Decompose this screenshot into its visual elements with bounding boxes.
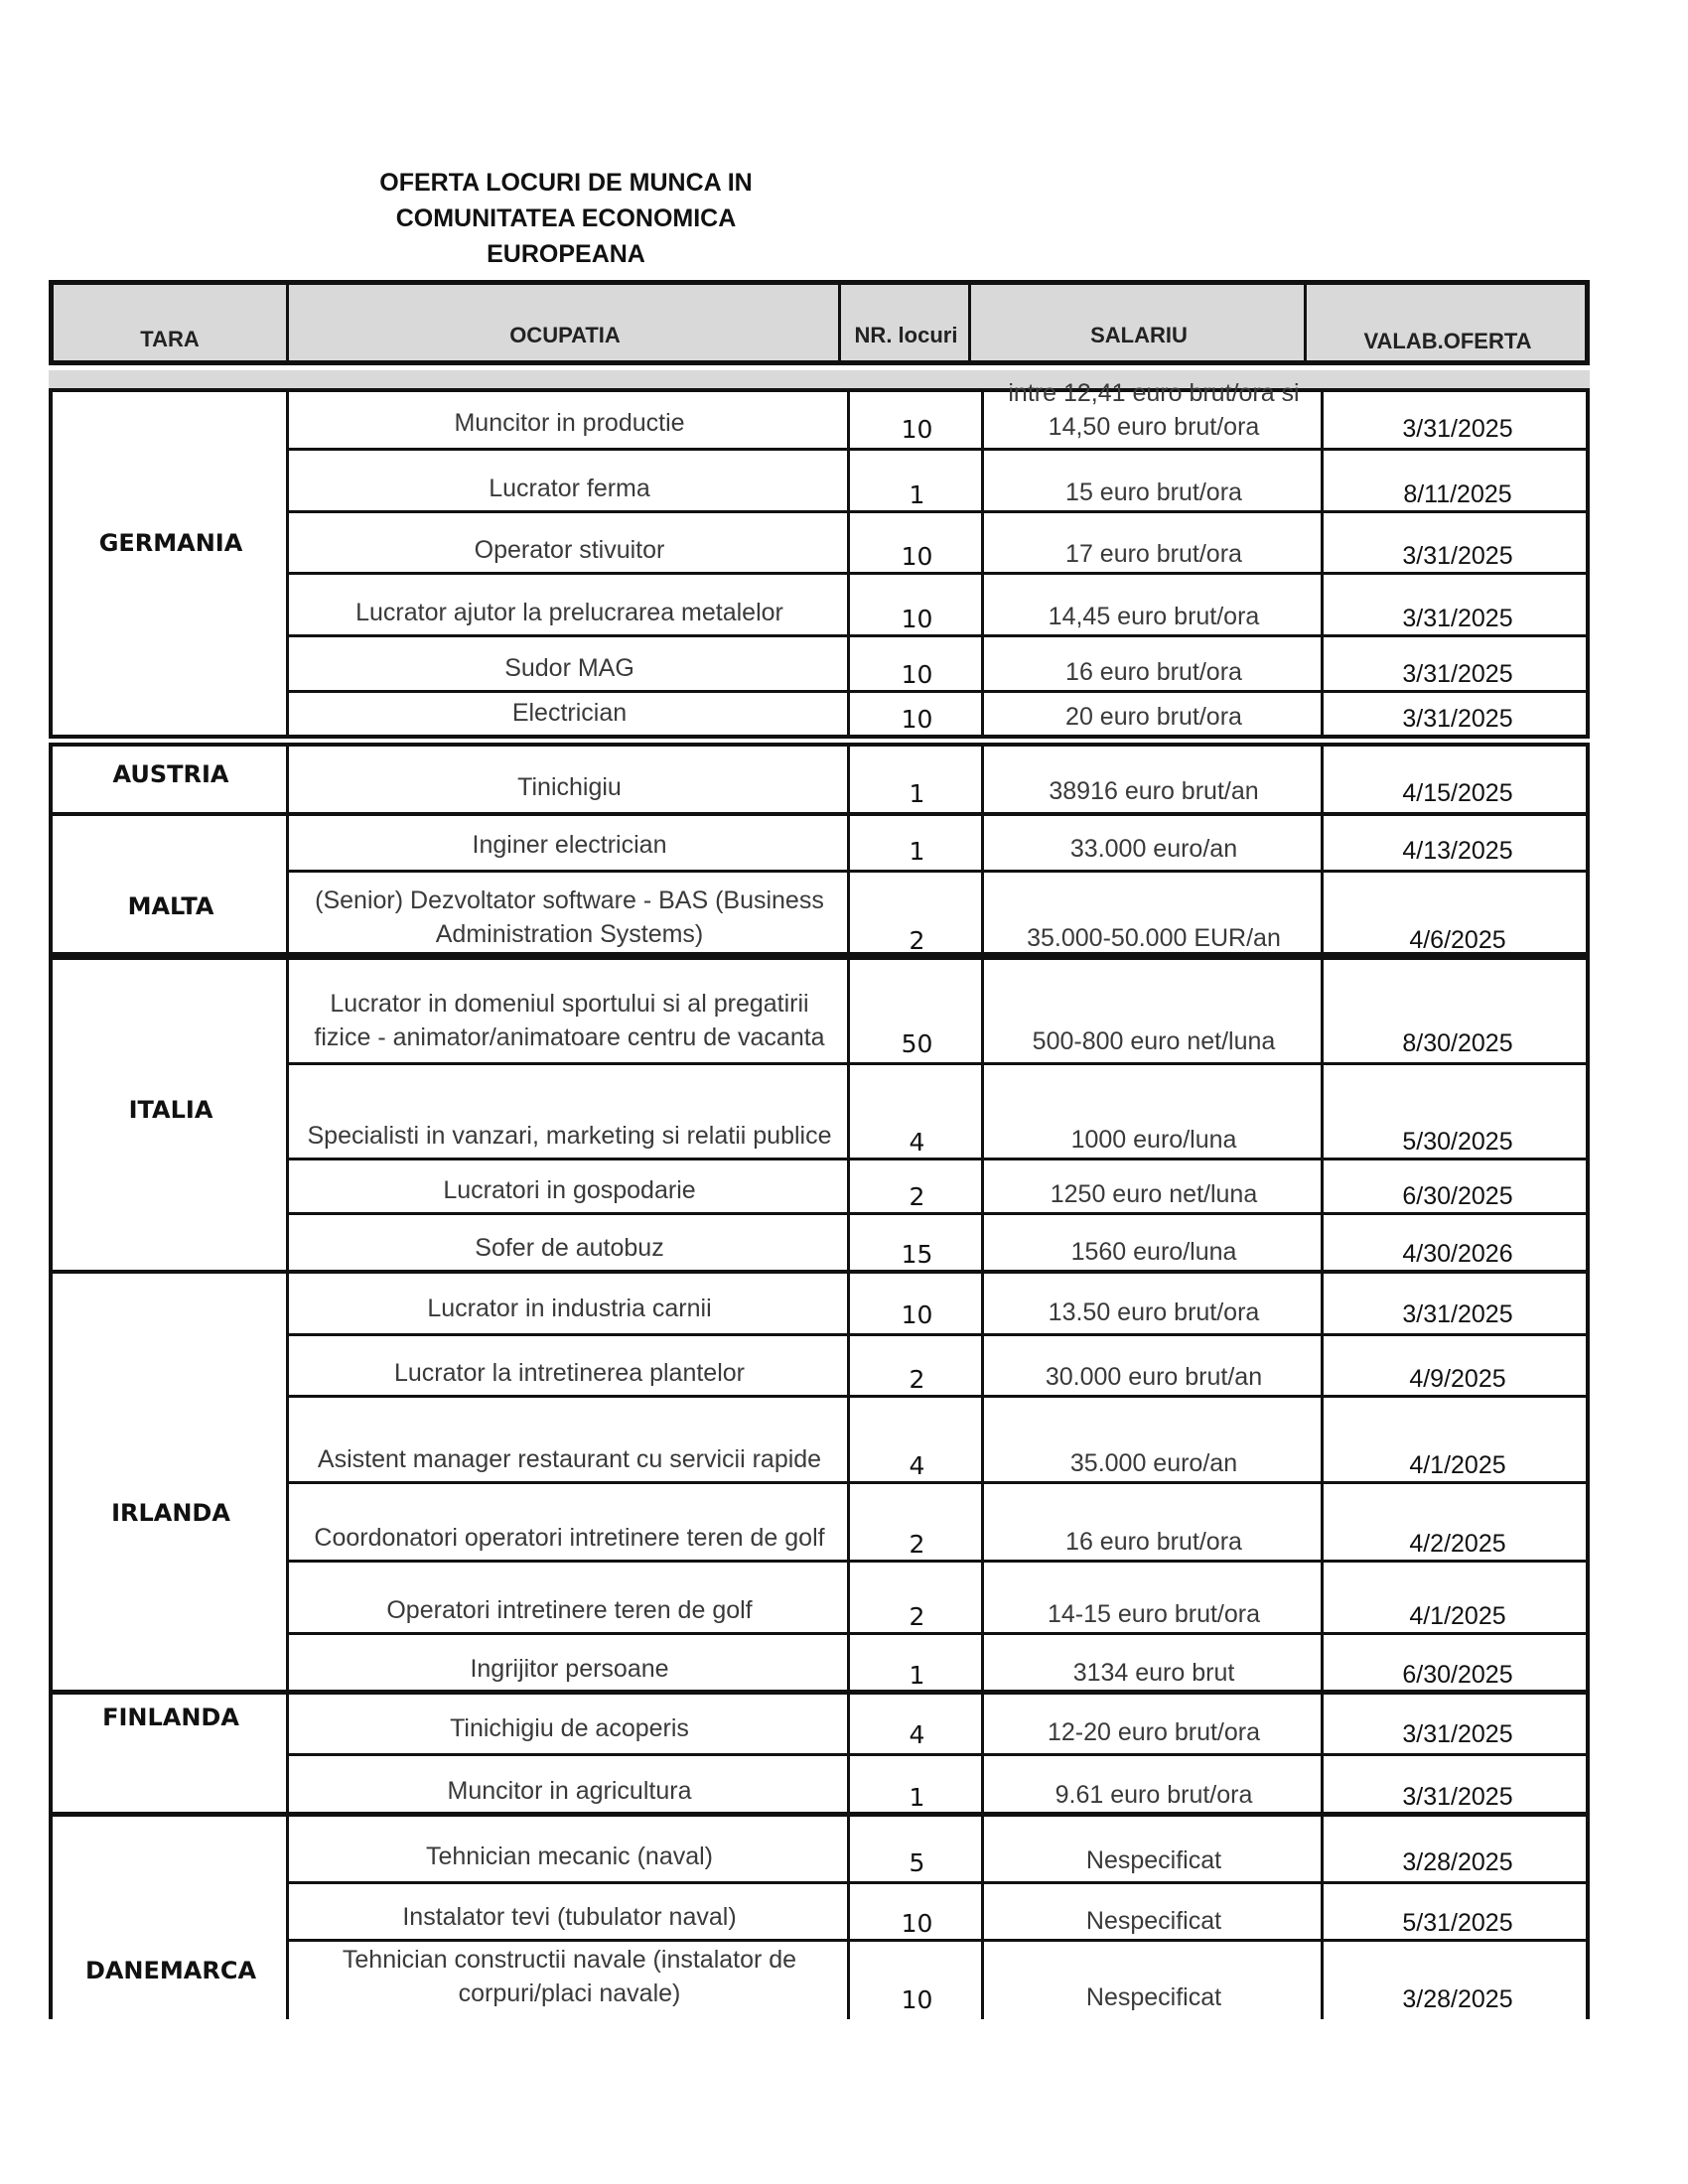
table-row: [289, 1632, 1586, 1694]
occupation-cell: [289, 693, 850, 738]
table-row: [289, 1881, 1586, 1942]
occupation-cell: [289, 873, 850, 959]
occupation-cell: [289, 637, 850, 693]
salary-text: 12-20 euro brut/ora: [1047, 1718, 1261, 1746]
validity-text: 3/28/2025: [1402, 1985, 1513, 2013]
header-occupation: [286, 285, 841, 360]
positions-cell: [850, 575, 984, 637]
positions-cell: [850, 1065, 984, 1160]
country-label: IRLANDA: [111, 1499, 230, 1527]
salary-cell: [984, 747, 1324, 812]
occupation-cell: [289, 1215, 850, 1273]
salary-cell: [984, 379, 1324, 448]
salary-cell: [984, 873, 1324, 959]
table-row: [289, 1333, 1586, 1398]
occupation-cell: [289, 1942, 850, 2018]
occupation-text: (Senior) Dezvoltator software - BAS (Business Administration Systems): [315, 887, 824, 948]
salary-text: 13.50 euro brut/ora: [1048, 1298, 1260, 1326]
salary-cell: [984, 816, 1324, 870]
positions-cell: [850, 747, 984, 812]
occupation-text: Muncitor in agricultura: [447, 1777, 692, 1805]
table-row: [289, 1753, 1586, 1816]
positions-text: 4: [909, 1451, 925, 1480]
salary-cell: [984, 637, 1324, 693]
occupation-cell: [289, 1694, 850, 1753]
occupation-text: Muncitor in productie: [454, 409, 685, 437]
salary-cell: [984, 1942, 1324, 2018]
positions-text: 10: [901, 660, 933, 689]
validity-cell: [1324, 956, 1592, 1062]
occupation-cell: [289, 956, 850, 1062]
positions-text: 10: [901, 542, 933, 571]
validity-cell: [1324, 873, 1592, 959]
positions-text: 15: [901, 1240, 933, 1269]
validity-text: 4/30/2026: [1402, 1240, 1513, 1268]
occupation-cell: [289, 1065, 850, 1160]
salary-text: 20 euro brut/ora: [1065, 703, 1242, 731]
validity-text: 3/31/2025: [1402, 415, 1513, 443]
occupation-cell: [289, 1756, 850, 1816]
table-row: [289, 510, 1586, 575]
table-row: [289, 572, 1586, 637]
positions-cell: [850, 1694, 984, 1753]
salary-cell: [984, 1274, 1324, 1333]
country-label: MALTA: [127, 892, 214, 920]
positions-cell: [850, 693, 984, 738]
validity-cell: [1324, 1756, 1592, 1816]
salary-text: Nespecificat: [1085, 1846, 1222, 1874]
country-group-finlanda: [49, 1690, 1590, 1817]
header-salary: [968, 285, 1307, 360]
salary-text: 1250 euro net/luna: [1050, 1180, 1258, 1208]
validity-cell: [1324, 1274, 1592, 1333]
table-row: [289, 747, 1586, 812]
salary-cell: [984, 1215, 1324, 1273]
positions-text: 50: [901, 1029, 933, 1058]
positions-cell: [850, 1398, 984, 1484]
salary-cell: [984, 1756, 1324, 1816]
salary-text: 15 euro brut/ora: [1065, 478, 1242, 506]
validity-text: 3/31/2025: [1402, 1720, 1513, 1748]
country-group-germania: [49, 379, 1590, 739]
salary-text: 500-800 euro net/luna: [1032, 1027, 1276, 1055]
occupation-text: Lucrator ferma: [489, 475, 650, 502]
occupation-text: Operatori intretinere teren de golf: [386, 1596, 753, 1624]
occupation-text: Operator stivuitor: [474, 536, 665, 564]
salary-cell: [984, 513, 1324, 575]
occupation-text: Electrician: [511, 699, 628, 727]
occupation-text: Sudor MAG: [504, 654, 634, 682]
occupation-cell: [289, 451, 850, 513]
positions-text: 2: [909, 1182, 925, 1211]
table-row: [289, 816, 1586, 870]
table-row: [289, 1212, 1586, 1273]
positions-text: 1: [909, 779, 925, 808]
salary-text: 16 euro brut/ora: [1065, 1528, 1242, 1556]
validity-cell: [1324, 1065, 1592, 1160]
validity-cell: [1324, 1160, 1592, 1215]
validity-cell: [1324, 1942, 1592, 2018]
occupation-cell: [289, 513, 850, 575]
occupation-cell: [289, 1398, 850, 1484]
occupation-text: Asistent manager restaurant cu servicii rapide: [317, 1445, 822, 1473]
salary-cell: [984, 693, 1324, 738]
country-group-danemarca: [49, 1812, 1590, 2019]
positions-cell: [850, 1274, 984, 1333]
salary-text: 14,45 euro brut/ora: [1048, 603, 1260, 630]
validity-text: 8/30/2025: [1402, 1029, 1513, 1057]
validity-cell: [1324, 1694, 1592, 1753]
occupation-cell: [289, 1274, 850, 1333]
salary-cell: [984, 575, 1324, 637]
positions-text: 2: [909, 926, 925, 955]
table-row: [289, 1560, 1586, 1635]
positions-text: 10: [901, 415, 933, 444]
salary-cell: [984, 1160, 1324, 1215]
occupation-text: Coordonatori operatori intretinere teren de golf: [314, 1524, 825, 1552]
validity-text: 6/30/2025: [1402, 1182, 1513, 1210]
country-label: ITALIA: [128, 1096, 213, 1124]
table-row: [289, 690, 1586, 738]
validity-text: 4/6/2025: [1409, 926, 1506, 954]
table-row: [289, 379, 1586, 448]
salary-cell: [984, 1336, 1324, 1398]
positions-text: 1: [909, 1783, 925, 1812]
validity-cell: [1324, 1635, 1592, 1694]
header-validity-label: VALAB.OFERTA: [1363, 329, 1532, 353]
table-row: [289, 448, 1586, 513]
occupation-text: Lucrator ajutor la prelucrarea metalelor: [355, 599, 783, 626]
occupation-cell: [289, 575, 850, 637]
occupation-cell: [289, 1336, 850, 1398]
positions-cell: [850, 451, 984, 513]
positions-text: 10: [901, 1300, 933, 1329]
occupation-text: Tehnician mecanic (naval): [425, 1843, 714, 1870]
positions-text: 1: [909, 1661, 925, 1690]
salary-text: 30.000 euro brut/an: [1045, 1363, 1263, 1391]
positions-cell: [850, 1563, 984, 1635]
occupation-cell: [289, 1816, 850, 1881]
validity-text: 3/31/2025: [1402, 605, 1513, 632]
positions-cell: [850, 1215, 984, 1273]
table-row: [289, 870, 1586, 959]
positions-text: 2: [909, 1530, 925, 1559]
salary-text: 35.000-50.000 EUR/an: [1027, 924, 1281, 952]
validity-text: 3/31/2025: [1402, 542, 1513, 570]
positions-cell: [850, 513, 984, 575]
occupation-cell: [289, 392, 850, 448]
salary-cell: [984, 1635, 1324, 1694]
title-line: EUROPEANA: [487, 240, 645, 268]
validity-cell: [1324, 1336, 1592, 1398]
positions-cell: [850, 1756, 984, 1816]
occupation-text: Tehnician constructii navale (instalator de corpuri/placi navale): [342, 1946, 797, 2007]
validity-cell: [1324, 392, 1592, 448]
positions-text: 2: [909, 1365, 925, 1394]
validity-cell: [1324, 1563, 1592, 1635]
validity-text: 4/9/2025: [1409, 1365, 1506, 1393]
positions-cell: [850, 392, 984, 448]
validity-cell: [1324, 1816, 1592, 1881]
positions-text: 4: [909, 1720, 925, 1749]
positions-cell: [850, 1635, 984, 1694]
country-group-irlanda: [49, 1270, 1590, 1695]
salary-cell: [984, 1398, 1324, 1484]
validity-text: 5/31/2025: [1402, 1909, 1513, 1937]
positions-cell: [850, 637, 984, 693]
table-row: [289, 1158, 1586, 1215]
validity-cell: [1324, 575, 1592, 637]
table-row: [289, 1062, 1586, 1160]
table-row: [289, 1274, 1586, 1333]
occupation-text: Inginer electrician: [472, 831, 667, 859]
salary-text: Nespecificat: [1085, 1907, 1222, 1935]
positions-text: 10: [901, 1985, 933, 2014]
positions-cell: [850, 956, 984, 1062]
positions-text: 10: [901, 605, 933, 633]
header-salary-label: SALARIU: [1090, 323, 1188, 347]
country-group-italia: [49, 952, 1590, 1274]
table-row: [289, 1694, 1586, 1753]
salary-text: intre 12,41 euro brut/ora si 14,50 euro brut/ora: [1008, 379, 1300, 441]
validity-text: 3/31/2025: [1402, 1783, 1513, 1811]
positions-cell: [850, 1336, 984, 1398]
positions-text: 10: [901, 705, 933, 734]
positions-cell: [850, 816, 984, 870]
table-row: [289, 1395, 1586, 1484]
positions-text: 10: [901, 1909, 933, 1938]
occupation-cell: [289, 1884, 850, 1942]
validity-cell: [1324, 451, 1592, 513]
positions-text: 2: [909, 1602, 925, 1631]
title-line: COMUNITATEA ECONOMICA: [395, 205, 737, 232]
validity-cell: [1324, 637, 1592, 693]
validity-text: 4/15/2025: [1402, 779, 1513, 807]
occupation-text: Instalator tevi (tubulator naval): [402, 1903, 737, 1931]
salary-text: 38916 euro brut/an: [1049, 777, 1259, 805]
salary-cell: [984, 1484, 1324, 1563]
country-label: FINLANDA: [102, 1704, 239, 1731]
table-row: [289, 634, 1586, 693]
header-positions-label: NR. locuri: [854, 323, 958, 347]
validity-cell: [1324, 816, 1592, 870]
validity-text: 3/31/2025: [1402, 705, 1513, 733]
occupation-cell: [289, 1635, 850, 1694]
header-country-label: TARA: [140, 327, 200, 351]
occupation-text: Sofer de autobuz: [475, 1234, 664, 1262]
header-country: [54, 285, 286, 360]
positions-cell: [850, 1884, 984, 1942]
header-occupation-label: OCUPATIA: [509, 323, 621, 347]
positions-cell: [850, 1942, 984, 2018]
occupation-text: Lucrator la intretinerea plantelor: [394, 1359, 745, 1387]
validity-text: 6/30/2025: [1402, 1661, 1513, 1689]
validity-text: 3/31/2025: [1402, 1300, 1513, 1328]
validity-text: 3/28/2025: [1402, 1848, 1513, 1876]
salary-cell: [984, 1816, 1324, 1881]
salary-text: 33.000 euro/an: [1069, 835, 1238, 863]
occupation-cell: [289, 1160, 850, 1215]
occupation-text: Lucrator in industria carnii: [427, 1295, 712, 1322]
title-line: OFERTA LOCURI DE MUNCA IN: [379, 169, 753, 197]
salary-cell: [984, 1563, 1324, 1635]
occupation-text: Lucratori in gospodarie: [443, 1176, 696, 1204]
header-validity: [1304, 285, 1589, 360]
salary-text: 1000 euro/luna: [1070, 1126, 1237, 1154]
positions-cell: [850, 1160, 984, 1215]
salary-text: 3134 euro brut: [1072, 1659, 1235, 1687]
occupation-text: Specialisti in vanzari, marketing si relatii publice: [307, 1122, 832, 1150]
country-label: DANEMARCA: [84, 1957, 257, 1984]
positions-text: 4: [909, 1128, 925, 1157]
validity-text: 4/1/2025: [1409, 1451, 1506, 1479]
salary-text: 17 euro brut/ora: [1065, 540, 1242, 568]
page-title: [298, 165, 834, 272]
table-row: [289, 1481, 1586, 1563]
validity-text: 3/31/2025: [1402, 660, 1513, 688]
positions-text: 1: [909, 837, 925, 866]
header-separator: [49, 370, 1590, 390]
positions-text: 5: [909, 1848, 925, 1877]
occupation-text: Lucrator in domeniul sportului si al pregatirii fizice - animator/animatoare centru de vacanta: [314, 990, 825, 1051]
validity-cell: [1324, 513, 1592, 575]
salary-text: 14-15 euro brut/ora: [1047, 1600, 1261, 1628]
salary-cell: [984, 1065, 1324, 1160]
country-group-malta: [49, 812, 1590, 960]
occupation-cell: [289, 1484, 850, 1563]
positions-cell: [850, 1484, 984, 1563]
validity-text: 4/1/2025: [1409, 1602, 1506, 1630]
table-row: [289, 956, 1586, 1062]
positions-cell: [850, 1816, 984, 1881]
salary-text: Nespecificat: [1085, 1983, 1222, 2011]
table-row: [289, 1816, 1586, 1881]
country-group-austria: [49, 743, 1590, 816]
positions-text: 1: [909, 480, 925, 509]
validity-cell: [1324, 1484, 1592, 1563]
positions-cell: [850, 873, 984, 959]
validity-cell: [1324, 1884, 1592, 1942]
validity-text: 5/30/2025: [1402, 1128, 1513, 1156]
occupation-text: Ingrijitor persoane: [470, 1655, 669, 1683]
country-label: GERMANIA: [98, 529, 243, 557]
validity-cell: [1324, 693, 1592, 738]
salary-cell: [984, 956, 1324, 1062]
occupation-text: Tinichigiu de acoperis: [450, 1714, 689, 1742]
header-positions: [838, 285, 971, 360]
salary-text: 1560 euro/luna: [1070, 1238, 1237, 1266]
table-row: [289, 1939, 1586, 2018]
salary-cell: [984, 1694, 1324, 1753]
validity-cell: [1324, 1398, 1592, 1484]
occupation-cell: [289, 747, 850, 812]
validity-text: 4/2/2025: [1409, 1530, 1506, 1558]
salary-cell: [984, 1884, 1324, 1942]
salary-text: 16 euro brut/ora: [1065, 658, 1242, 686]
validity-text: 8/11/2025: [1403, 480, 1512, 508]
salary-text: 35.000 euro/an: [1069, 1449, 1238, 1477]
validity-cell: [1324, 1215, 1592, 1273]
salary-cell: [984, 451, 1324, 513]
occupation-text: Tinichigiu: [517, 773, 622, 801]
table-header: [49, 280, 1590, 365]
validity-cell: [1324, 747, 1592, 812]
country-label: AUSTRIA: [112, 760, 229, 788]
validity-text: 4/13/2025: [1402, 837, 1513, 865]
occupation-cell: [289, 816, 850, 870]
occupation-cell: [289, 1563, 850, 1635]
salary-text: 9.61 euro brut/ora: [1055, 1781, 1253, 1809]
